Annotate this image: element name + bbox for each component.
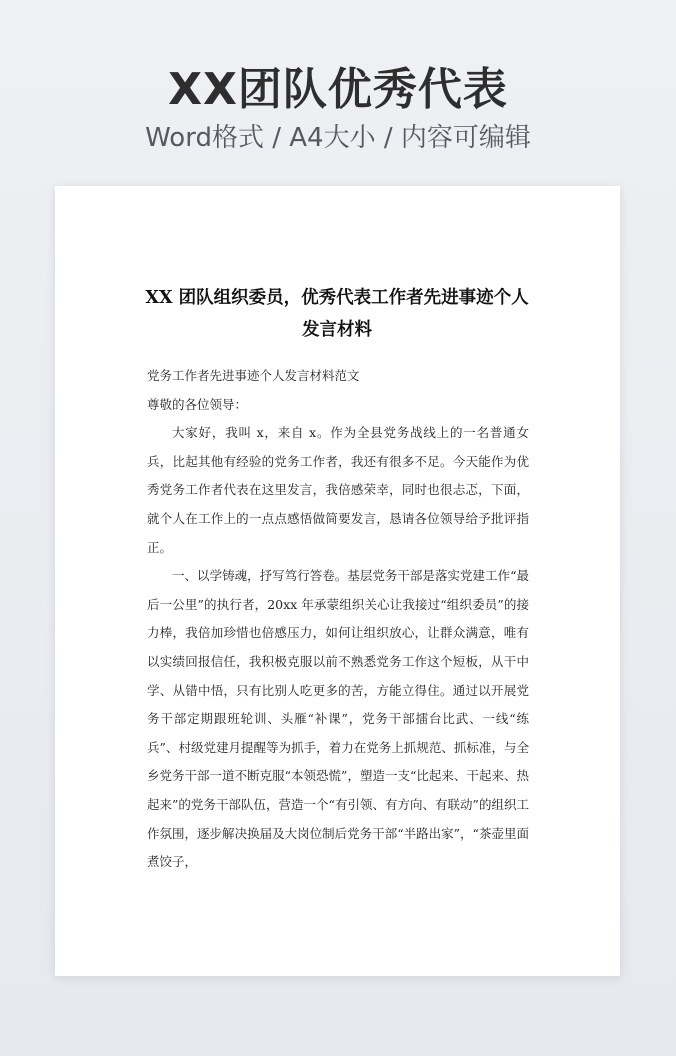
body-paragraph: 大家好，我叫 x，来自 x。作为全县党务战线上的一名普通女兵，比起其他有经验的党务工作者，我还有很多不足。今天能作为优秀党务工作者代表在这里发言，我倍感荣幸，同时也很忐忑，下面，就个人在工作上的一点点感悟做简要发言，恳请各位领导给予批评指正。 (147, 425, 529, 555)
document-title: XX 团队组织委员，优秀代表工作者先进事迹个人发言材料 (145, 288, 529, 340)
body-paragraph: 一、以学铸魂，抒写笃行答卷。基层党务干部是落实党建工作“最后一公里”的执行者，20xx 年承蒙组织关心让我接过“组织委员”的接力棒，我倍加珍惜也倍感压力，如何让组织放心，让群众满意，唯有以实绩回报信任，我积极克服以前不熟悉党务工作这个短板，从干中学、从错中悟，只有比别人吃更多的苦，方能立得住。通过以开展党务干部定期跟班轮训、头雁“补课”，党务干部擂台比武、一线“练兵”、村级党建月提醒等为抓手，着力在党务上抓规范、抓标准，与全乡党务干部一道不断克服“本领恐慌”，塑造一支“比起来、干起来、热起来”的党务干部队伍，营造一个“有引领、有方向、有联动”的组织工作氛围，逐步解决换届及大岗位制后党务干部“半路出家”，“茶壶里面煮饺子， (147, 568, 529, 870)
salutation: 尊敬的各位领导： (147, 396, 248, 412)
document-body (147, 362, 529, 877)
document-page (55, 186, 620, 976)
main-title: XX团队优秀代表 (168, 64, 508, 115)
page-header (0, 62, 676, 156)
document-subheading: 党务工作者先进事迹个人发言材料范文 (147, 368, 360, 383)
sub-title: Word格式 / A4大小 / 内容可编辑 (145, 123, 531, 153)
